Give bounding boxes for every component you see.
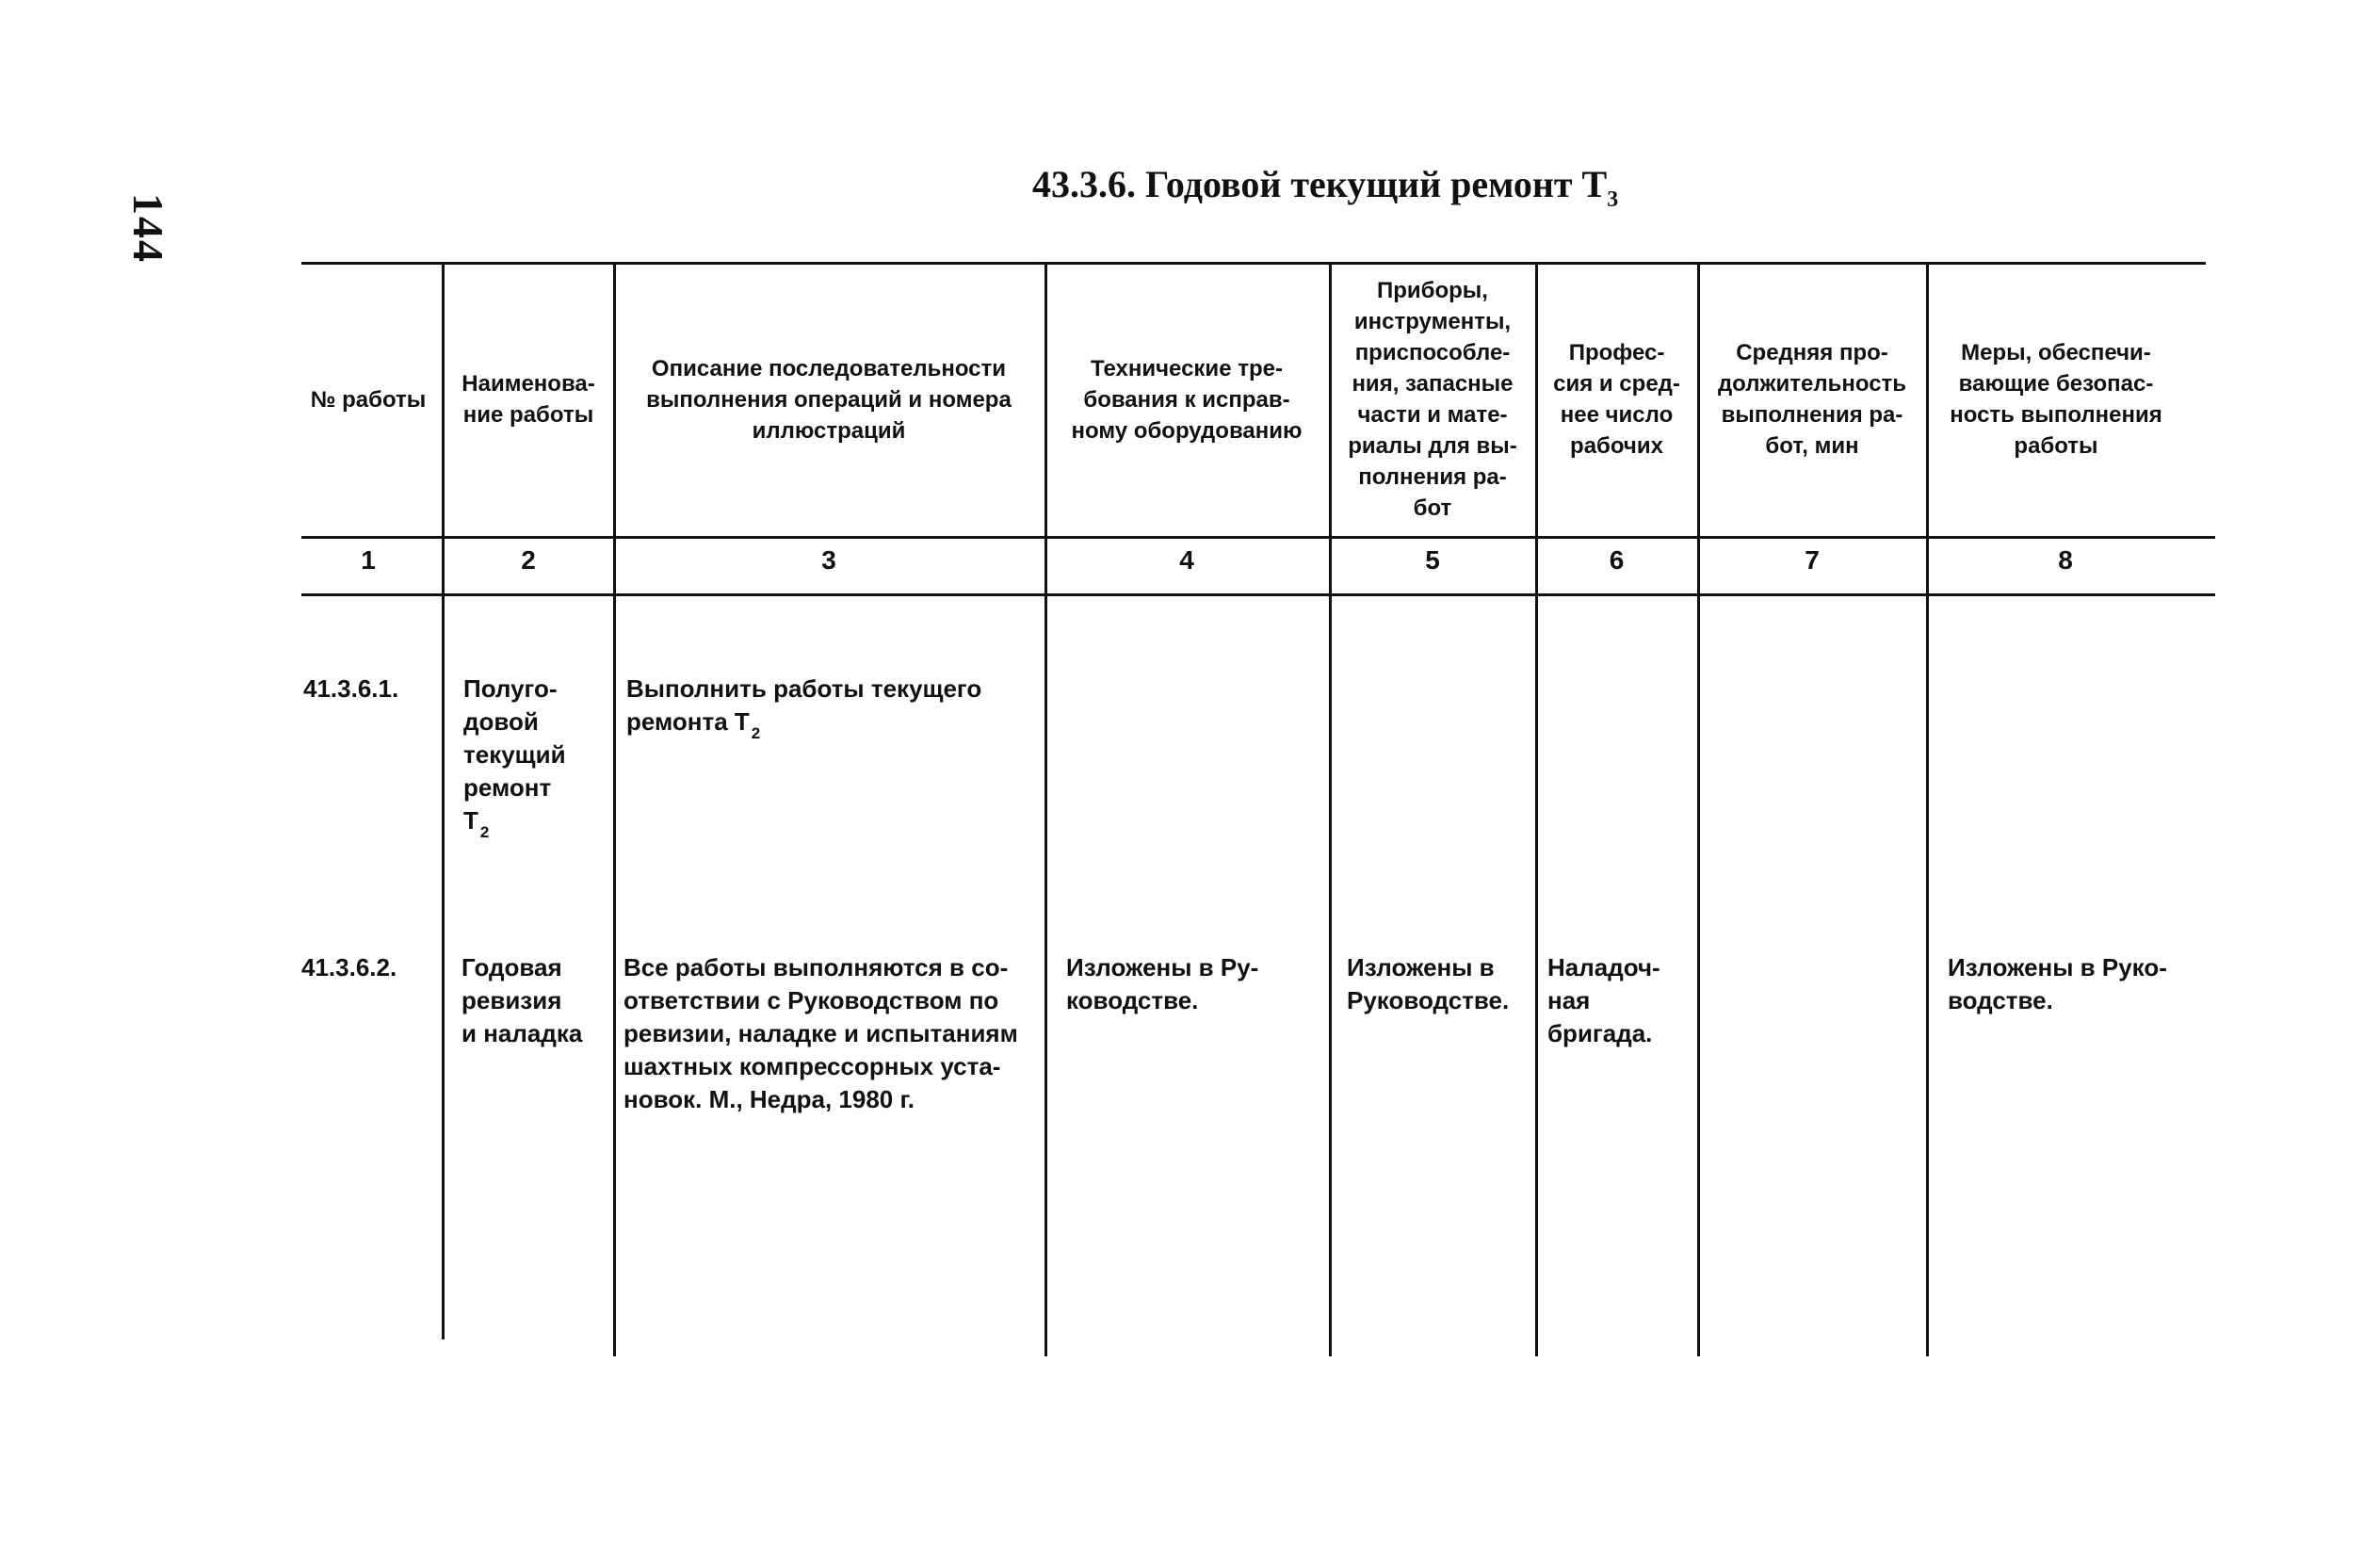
page-title [1032, 162, 1618, 213]
page-number: 144 [124, 193, 172, 264]
header-cell: Технические тре- бования к исправ- ному оборудованию [1071, 355, 1303, 444]
technical-requirements: Изложены в Ру- ководстве. [1066, 953, 1259, 1014]
column-number: 6 [1609, 545, 1625, 575]
header-cell: № работы [310, 386, 427, 413]
row-number: 41.3.6.1. [303, 674, 399, 703]
name-subscript: 2 [479, 823, 490, 841]
header-cell: Меры, обеспечи- вающие безопас- ность выполнения работы [1950, 340, 2162, 459]
column-number: 4 [1179, 545, 1194, 575]
safety-measures: Изложены в Руко- водстве. [1948, 953, 2167, 1014]
work-name: Годовая ревизия и наладка [461, 953, 583, 1047]
header-cell: Описание последовательности выполнения операций и номера иллюстраций [646, 355, 1012, 444]
description-subscript: 2 [751, 724, 761, 742]
title-text: 43.3.6. Годовой текущий ремонт Т [1032, 163, 1608, 205]
row-number: 41.3.6.2. [301, 953, 397, 981]
title-subscript: 3 [1607, 187, 1619, 212]
column-number: 1 [361, 545, 376, 575]
column-number: 7 [1805, 545, 1820, 575]
header-cell: Наименова- ние работы [461, 371, 595, 428]
header-cell: Приборы, инструменты, приспособле- ния, запасные части и мате- риалы для вы- полнения ра- бот [1348, 278, 1517, 521]
tools-materials: Изложены в Руководстве. [1347, 953, 1510, 1014]
header-cell: Средняя про- должительность выполнения ра- бот, мин [1717, 340, 1907, 459]
work-description: Все работы выполняются в со- ответствии с Руководством по ревизии, наладке и испытаниям шахтных компрессорных уста- новок. М., Недра, 1980 г. [623, 953, 1018, 1113]
work-description: Выполнить работы текущего ремонта Т $_2$ [626, 674, 982, 742]
work-name: Полуго- довой текущий ремонт Т $_2$ [463, 674, 566, 841]
column-number: 5 [1425, 545, 1440, 575]
column-number: 3 [821, 545, 836, 575]
header-cell: Профес- сия и сред- нее число рабочих [1553, 340, 1680, 459]
column-number: 8 [2058, 545, 2073, 575]
profession: Наладоч- ная бригада. [1547, 953, 1660, 1047]
column-number: 2 [521, 545, 536, 575]
